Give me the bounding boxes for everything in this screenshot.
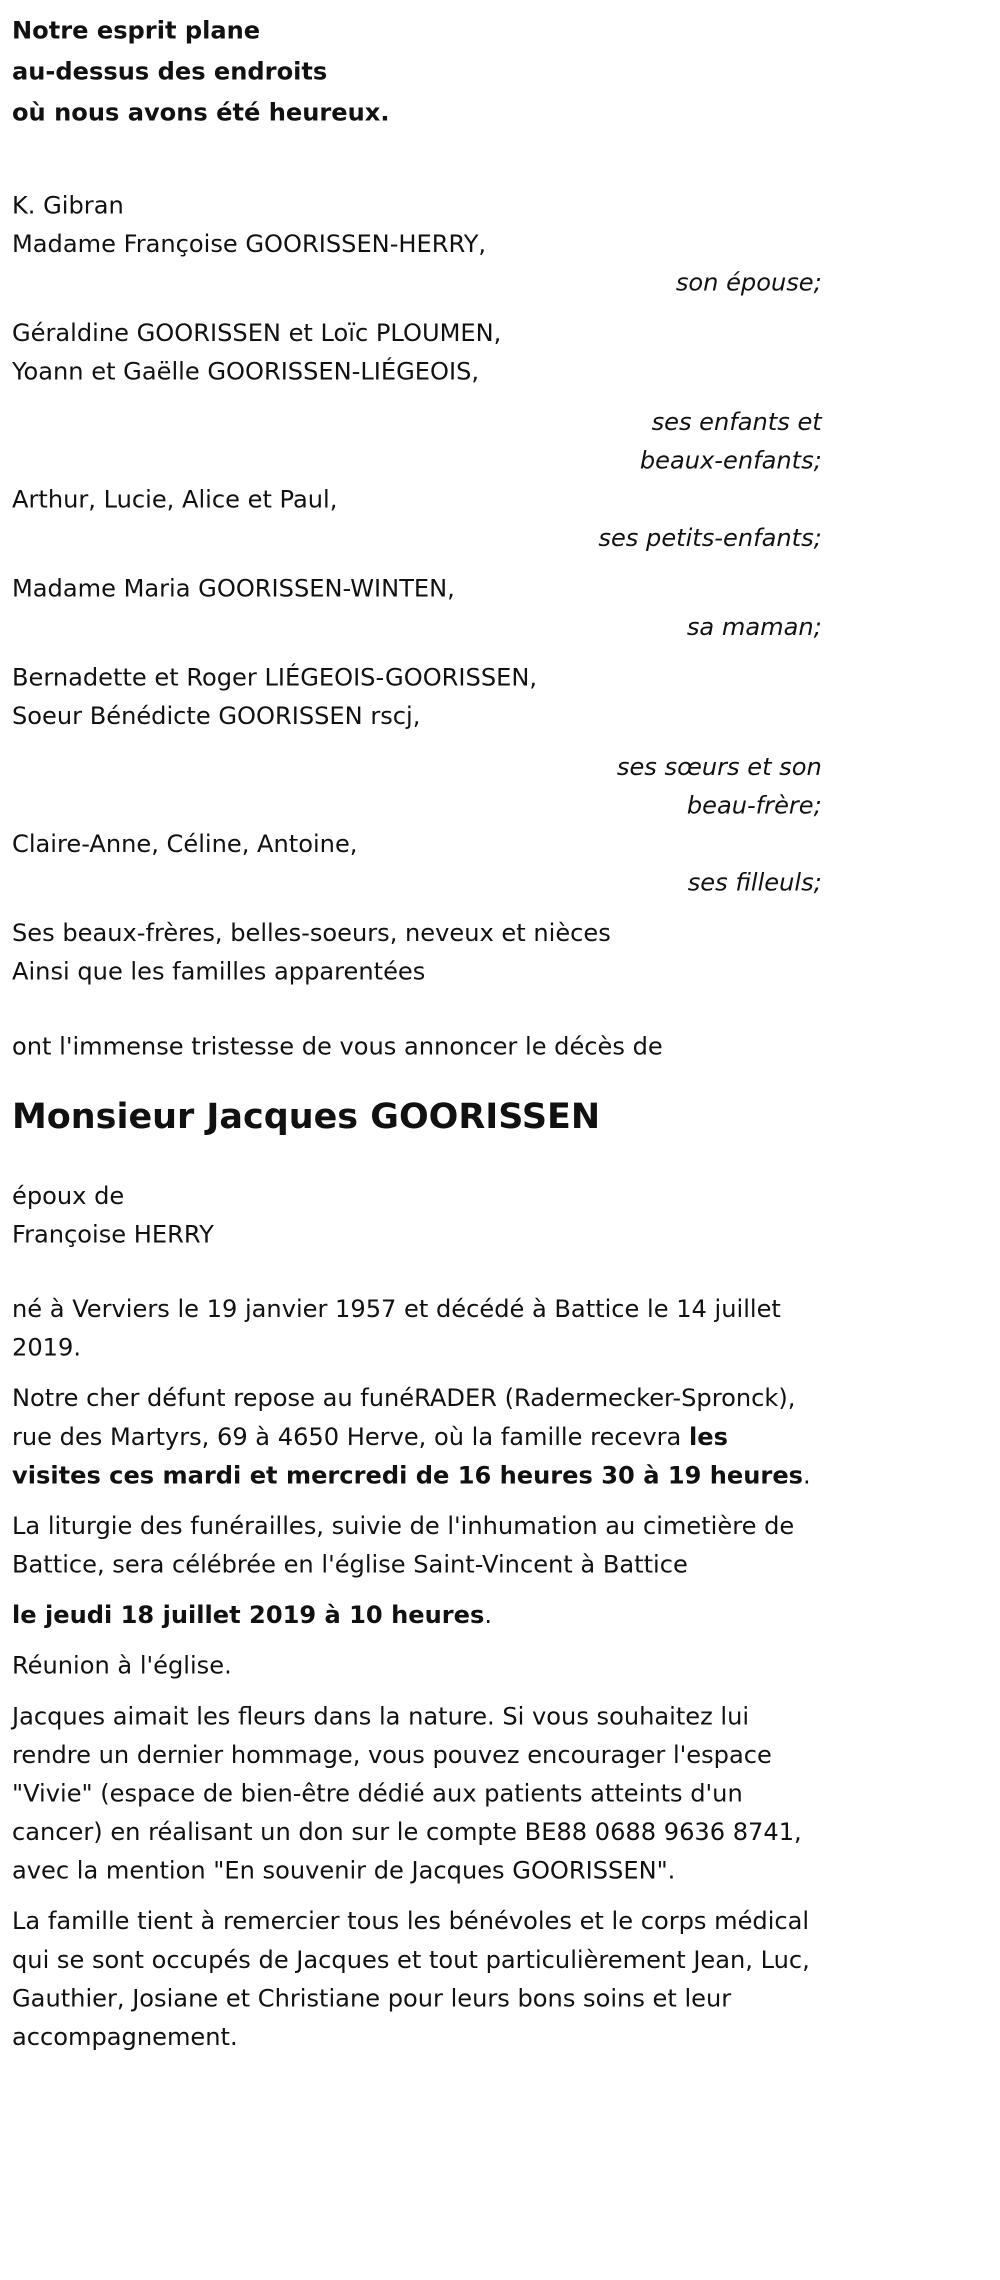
- family-relation: son épouse;: [675, 267, 822, 297]
- spouse-name: Françoise HERRY: [12, 1219, 214, 1249]
- poem-quote: [12, 10, 822, 133]
- family-names: Claire-Anne, Céline, Antoine,: [12, 829, 358, 858]
- family-names: Madame Maria GOORISSEN-WINTEN,: [12, 573, 455, 603]
- donation-paragraph: Jacques aimait les fleurs dans la nature. Si vous souhaitez lui rendre un dernier hommage, vous pouvez encourager l'espace "Vivie" (espace de bien-être dédié aux patients atteints d'un cancer) en réalisant un don sur le compte BE88 0688 9636 8741, avec la mention "En souvenir de Jacques GOORISSEN".: [12, 1701, 802, 1885]
- family-entry-grandchildren: [12, 480, 822, 557]
- family-names: Géraldine GOORISSEN et Loïc PLOUMEN,: [12, 318, 502, 348]
- extended-family-line: Ainsi que les familles apparentées: [12, 956, 426, 986]
- family-names: Madame Françoise GOORISSEN-HERRY,: [12, 228, 487, 258]
- family-relation: beau-frère;: [686, 790, 822, 820]
- ceremony-date: [12, 1595, 822, 1634]
- family-relation: ses sœurs et son: [616, 751, 822, 781]
- obituary-content: [12, 10, 822, 2056]
- deceased-name: Monsieur Jacques GOORISSEN: [12, 1095, 601, 1137]
- birth-death-text: né à Verviers le 19 janvier 1957 et décédé à Battice le 14 juillet 2019.: [12, 1294, 781, 1362]
- meeting-text: Réunion à l'église.: [12, 1650, 232, 1680]
- family-entry-siblings: [12, 658, 822, 824]
- family-names: Yoann et Gaëlle GOORISSEN-LIÉGEOIS,: [12, 356, 480, 386]
- extended-family: [12, 913, 822, 990]
- ceremony-end: .: [484, 1600, 493, 1630]
- poem-line: Notre esprit plane: [12, 15, 261, 45]
- family-names: Arthur, Lucie, Alice et Paul,: [12, 484, 338, 514]
- announcement: ont l'immense tristesse de vous annoncer le décès de: [12, 1031, 663, 1061]
- family-entry-spouse: [12, 224, 822, 301]
- visit-hours: les visites ces mardi et mercredi de 16 heures 30 à 19 heures: [12, 1421, 804, 1490]
- poem-line: au-dessus des endroits: [12, 56, 328, 86]
- family-relation: ses petits-enfants;: [598, 522, 822, 552]
- spouse-info: [12, 1176, 822, 1253]
- poem-author: K. Gibran: [12, 190, 124, 220]
- family-relation: ses filleuls;: [687, 867, 822, 897]
- visit-paragraph: [12, 1379, 822, 1495]
- visit-end: .: [803, 1460, 811, 1490]
- liturgy-paragraph: La liturgie des funérailles, suivie de l'inhumation au cimetière de Battice, sera célébrée en l'église Saint-Vincent à Battice: [12, 1511, 795, 1579]
- poem-line: où nous avons été heureux.: [12, 97, 390, 127]
- family-entry-children: [12, 313, 822, 479]
- family-entry-godchildren: [12, 824, 822, 901]
- ceremony-datetime: le jeudi 18 juillet 2019 à 10 heures: [12, 1600, 485, 1630]
- family-names: Bernadette et Roger LIÉGEOIS-GOORISSEN,: [12, 662, 538, 692]
- family-relation: ses enfants et: [651, 407, 822, 437]
- family-entry-mother: [12, 569, 822, 646]
- extended-family-line: Ses beaux-frères, belles-soeurs, neveux et nièces: [12, 918, 611, 948]
- spouse-label: époux de: [12, 1180, 125, 1210]
- obituary-page: [12, 0, 1000, 2280]
- visit-text: Notre cher défunt repose au funéRADER (Radermecker-Spronck), rue des Martyrs, 69 à 4650 Herve, où la famille recevra: [12, 1383, 796, 1451]
- family-names: Soeur Bénédicte GOORISSEN rscj,: [12, 701, 421, 731]
- thanks-paragraph: La famille tient à remercier tous les bénévoles et le corps médical qui se sont occupés de Jacques et tout particulièrement Jean, Luc, Gauthier, Josiane et Christiane pour leurs bons soins et leur accompagnement.: [12, 1906, 810, 2051]
- family-relation: sa maman;: [686, 612, 822, 642]
- family-relation: beaux-enfants;: [639, 445, 822, 475]
